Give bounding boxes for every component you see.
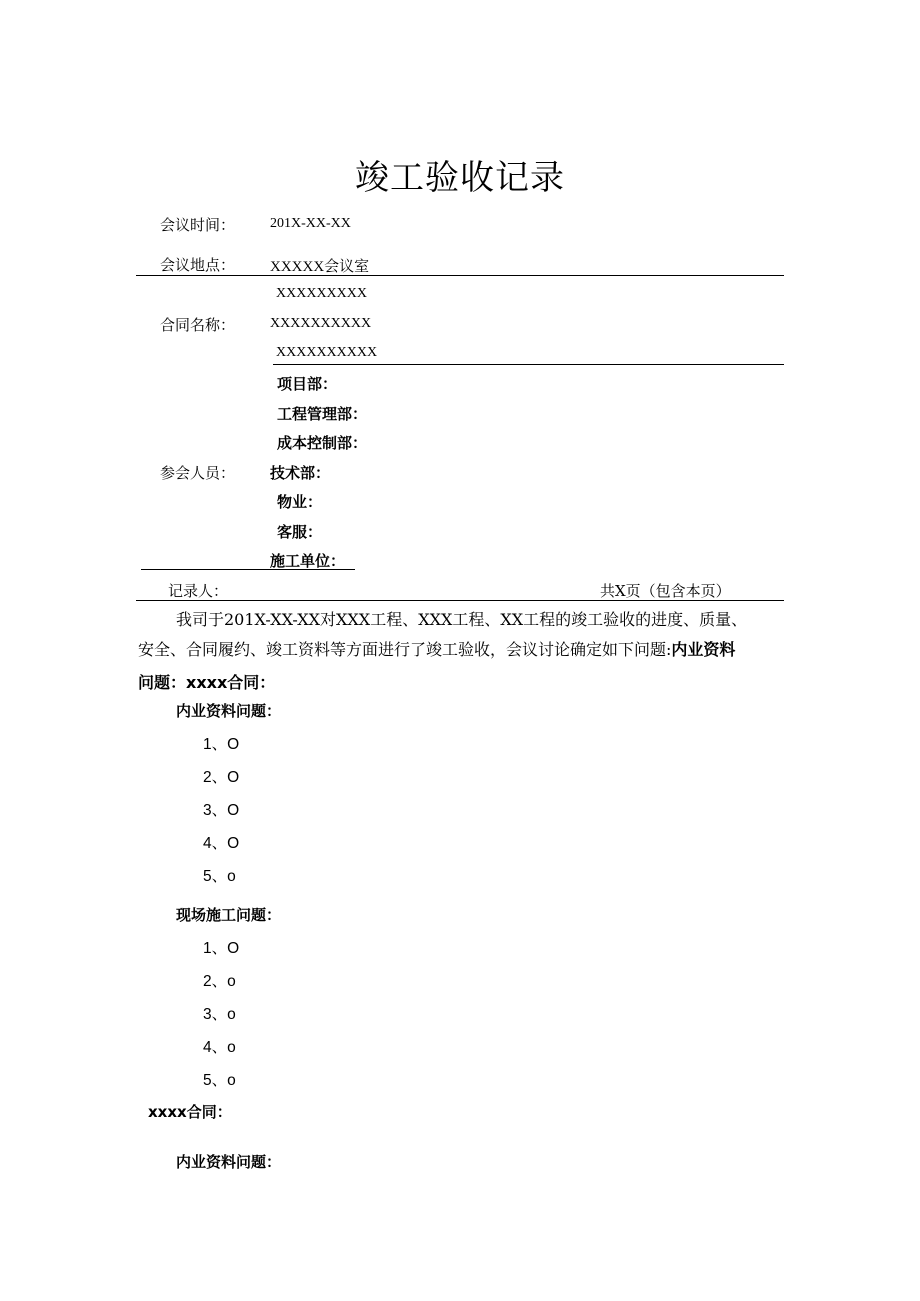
contract-name-3: XXXXXXXXXX: [276, 345, 378, 360]
divider-line: [273, 364, 784, 365]
attendee-customer-service: 客服：: [277, 523, 323, 541]
meeting-time-label: 会议时间：: [160, 216, 236, 234]
divider-line: [136, 275, 784, 276]
list-item: 2、O: [203, 769, 240, 786]
section-heading-internal-docs-2: 内业资料问题：: [176, 1153, 282, 1171]
intro-line-2-bold: 内业资料: [671, 640, 736, 659]
attendee-property: 物业：: [277, 493, 323, 511]
section-heading-internal-docs: 内业资料问题：: [176, 702, 282, 720]
list-item: 4、o: [203, 1039, 236, 1056]
intro-line-3: 问题：xxxx合同：: [138, 673, 276, 692]
list-item: 5、o: [203, 1072, 236, 1089]
page-count: 共X页（包含本页）: [600, 582, 731, 600]
attendee-engineering-dept: 工程管理部：: [277, 405, 368, 423]
list-item: 5、o: [203, 868, 236, 885]
list-item: 4、O: [203, 835, 240, 852]
contract-label: 合同名称：: [160, 316, 236, 334]
list-item: 3、o: [203, 1006, 236, 1023]
contract-heading: xxxx合同：: [148, 1103, 232, 1121]
intro-line-2: [138, 635, 735, 665]
list-item: 1、O: [203, 940, 240, 957]
meeting-place-value: XXXXX会议室: [270, 259, 370, 275]
list-item: 1、O: [203, 736, 240, 753]
list-item: 2、o: [203, 973, 236, 990]
section-heading-site-construction: 现场施工问题：: [176, 906, 282, 924]
contract-name-2: XXXXXXXXXX: [270, 316, 372, 331]
attendee-construction-unit: 施工单位：: [270, 552, 346, 570]
page-title: 竣工验收记录: [355, 158, 565, 198]
meeting-place-label: 会议地点：: [160, 256, 236, 274]
attendee-project-dept: 项目部：: [277, 375, 338, 393]
contract-name-1: XXXXXXXXX: [276, 286, 367, 301]
attendee-tech-dept: 技术部：: [270, 464, 331, 482]
intro-line-1: 我司于201X-XX-XX对XXX工程、XXX工程、XX工程的竣工验收的进度、质量、: [176, 610, 748, 629]
intro-line-2-text: 安全、合同履约、竣工资料等方面进行了竣工验收，会议讨论确定如下问题:: [138, 640, 672, 659]
attendee-cost-dept: 成本控制部：: [277, 434, 368, 452]
attendees-label: 参会人员：: [160, 464, 236, 482]
list-item: 3、O: [203, 802, 240, 819]
recorder-label: 记录人：: [168, 582, 229, 600]
divider-line: [136, 600, 784, 601]
meeting-time-value: 201X-XX-XX: [270, 216, 351, 231]
divider-line: [141, 569, 355, 570]
